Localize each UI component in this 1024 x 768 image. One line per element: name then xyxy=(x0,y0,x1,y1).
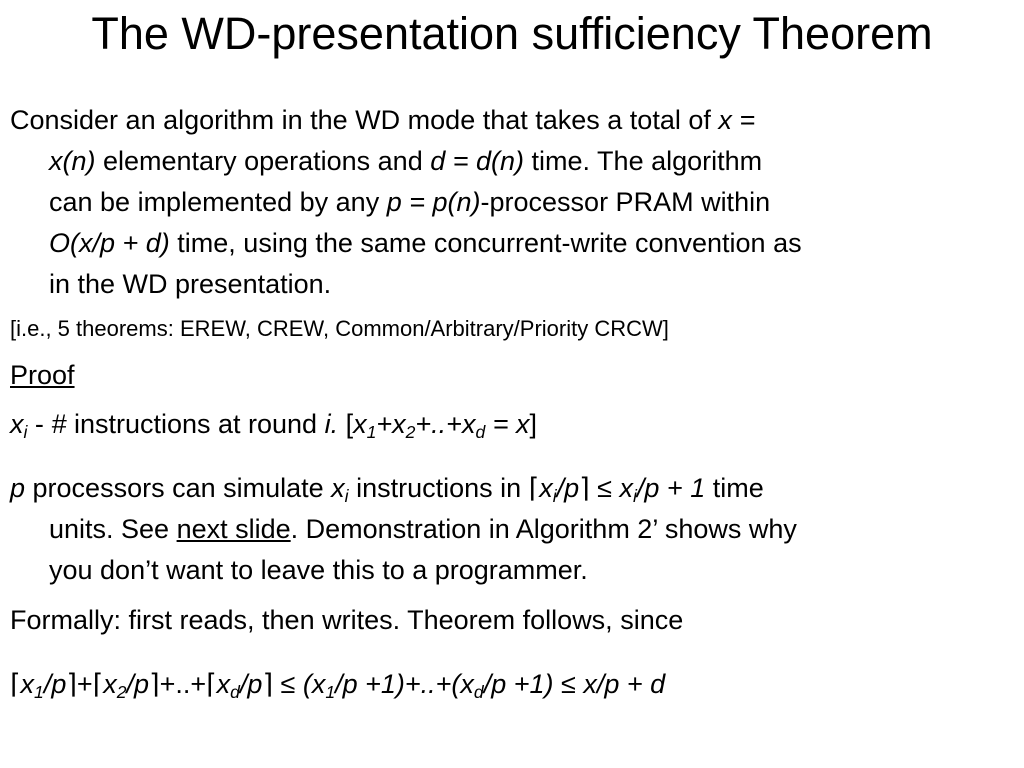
x-of-n: x(n) xyxy=(49,146,96,176)
var-x: x xyxy=(392,409,406,439)
xi-text: instructions at round xyxy=(66,409,325,439)
xi-definition xyxy=(10,404,1010,445)
less-equal: ≤ xyxy=(553,669,584,699)
theorem-text: can be implemented by any xyxy=(49,187,387,217)
theorem-text: in the WD presentation. xyxy=(49,269,332,299)
formally-line: Formally: first reads, then writes. Theorem follows, since xyxy=(10,605,684,635)
sim-text: . Demonstration in Algorithm 2’ shows why xyxy=(290,514,797,544)
bracket-close: ] xyxy=(529,409,538,439)
slash-p: /p xyxy=(126,669,150,699)
var-x: x xyxy=(353,409,367,439)
slash-p: /p xyxy=(239,669,263,699)
var-x: x xyxy=(461,409,476,439)
var-x: x xyxy=(20,669,35,699)
sub-1: 1 xyxy=(34,681,44,702)
bracket-open: [ xyxy=(338,409,354,439)
theorem-statement xyxy=(10,100,1010,305)
equals-x: = x xyxy=(485,409,530,439)
dash: - xyxy=(27,409,52,439)
x-over-p-plus-d: x/p + d xyxy=(583,669,666,699)
sub-i: i xyxy=(23,421,28,442)
theorem-text: Consider an algorithm in the WD mode that takes a total of xyxy=(10,105,719,135)
theorem-text: time. The algorithm xyxy=(524,146,763,176)
sim-text: you don’t want to leave this to a programmer. xyxy=(49,555,588,585)
var-p: p xyxy=(10,473,26,503)
sub-i: i xyxy=(344,485,349,506)
var-x: x xyxy=(216,669,231,699)
plus: + xyxy=(376,409,393,439)
plus-dots: +..+ xyxy=(159,669,207,699)
theorem-text: time, using the same concurrent-write convention as xyxy=(169,228,802,258)
theorem-text: -processor PRAM within xyxy=(480,187,771,217)
right-ceiling: ⌉ xyxy=(149,669,160,699)
sub-1: 1 xyxy=(366,421,377,442)
hash-symbol: # xyxy=(51,409,67,439)
right-ceiling: ⌉ xyxy=(262,669,273,699)
left-ceiling: ⌈ xyxy=(92,669,104,699)
left-ceiling: ⌈ xyxy=(206,669,217,699)
sub-i: i xyxy=(552,485,557,506)
proof-heading: Proof xyxy=(10,360,75,390)
less-equal: ≤ xyxy=(589,473,620,503)
plus-dots: +..+ xyxy=(415,409,462,439)
sub-1: 1 xyxy=(325,681,336,702)
right-ceiling: ⌉ xyxy=(66,669,77,699)
next-slide-link[interactable]: next slide xyxy=(176,514,291,544)
left-ceiling: ⌈ xyxy=(528,473,540,503)
theorems-note: [i.e., 5 theorems: EREW, CREW, Common/Arbitrary/Priority CRCW] xyxy=(10,316,669,341)
p-plus-one-end: /p +1) xyxy=(483,669,554,699)
round-i: i. xyxy=(324,409,339,439)
final-formula xyxy=(10,664,1010,705)
slash-p: /p xyxy=(556,473,580,503)
proof-label xyxy=(10,355,1010,396)
sub-d: d xyxy=(230,681,240,702)
sub-d: d xyxy=(475,421,486,442)
right-ceiling: ⌉ xyxy=(579,473,590,503)
big-o-expr: O(x/p + d) xyxy=(49,228,170,258)
sub-d: d xyxy=(473,681,484,702)
slash-p: /p xyxy=(43,669,67,699)
left-ceiling: ⌈ xyxy=(10,669,21,699)
open-paren-x: (x xyxy=(302,669,326,699)
sub-i: i xyxy=(633,485,637,506)
sim-text: units. See xyxy=(49,514,177,544)
d-of-n: d = d(n) xyxy=(430,146,525,176)
slide-title: The WD-presentation sufficiency Theorem xyxy=(91,8,933,59)
p-of-n: p = p(n) xyxy=(386,187,481,217)
var-x: x xyxy=(10,409,24,439)
x-eq: x = xyxy=(718,105,756,135)
p-plus-one-sum: /p +1)+..+(x xyxy=(335,669,474,699)
sim-text: time xyxy=(705,473,764,503)
var-x: x xyxy=(619,473,633,503)
sim-text: processors can simulate xyxy=(25,473,332,503)
sub-2: 2 xyxy=(405,421,416,442)
sub-2: 2 xyxy=(116,681,127,702)
var-x: x xyxy=(103,669,117,699)
less-equal: ≤ xyxy=(273,669,303,699)
plus: + xyxy=(76,669,93,699)
var-x: x xyxy=(331,473,345,503)
theorem-text: elementary operations and xyxy=(95,146,431,176)
simulation-paragraph xyxy=(10,468,1010,591)
slash-p-plus-1: /p + 1 xyxy=(636,473,706,503)
sim-text: instructions in xyxy=(348,473,529,503)
var-x: x xyxy=(539,473,553,503)
